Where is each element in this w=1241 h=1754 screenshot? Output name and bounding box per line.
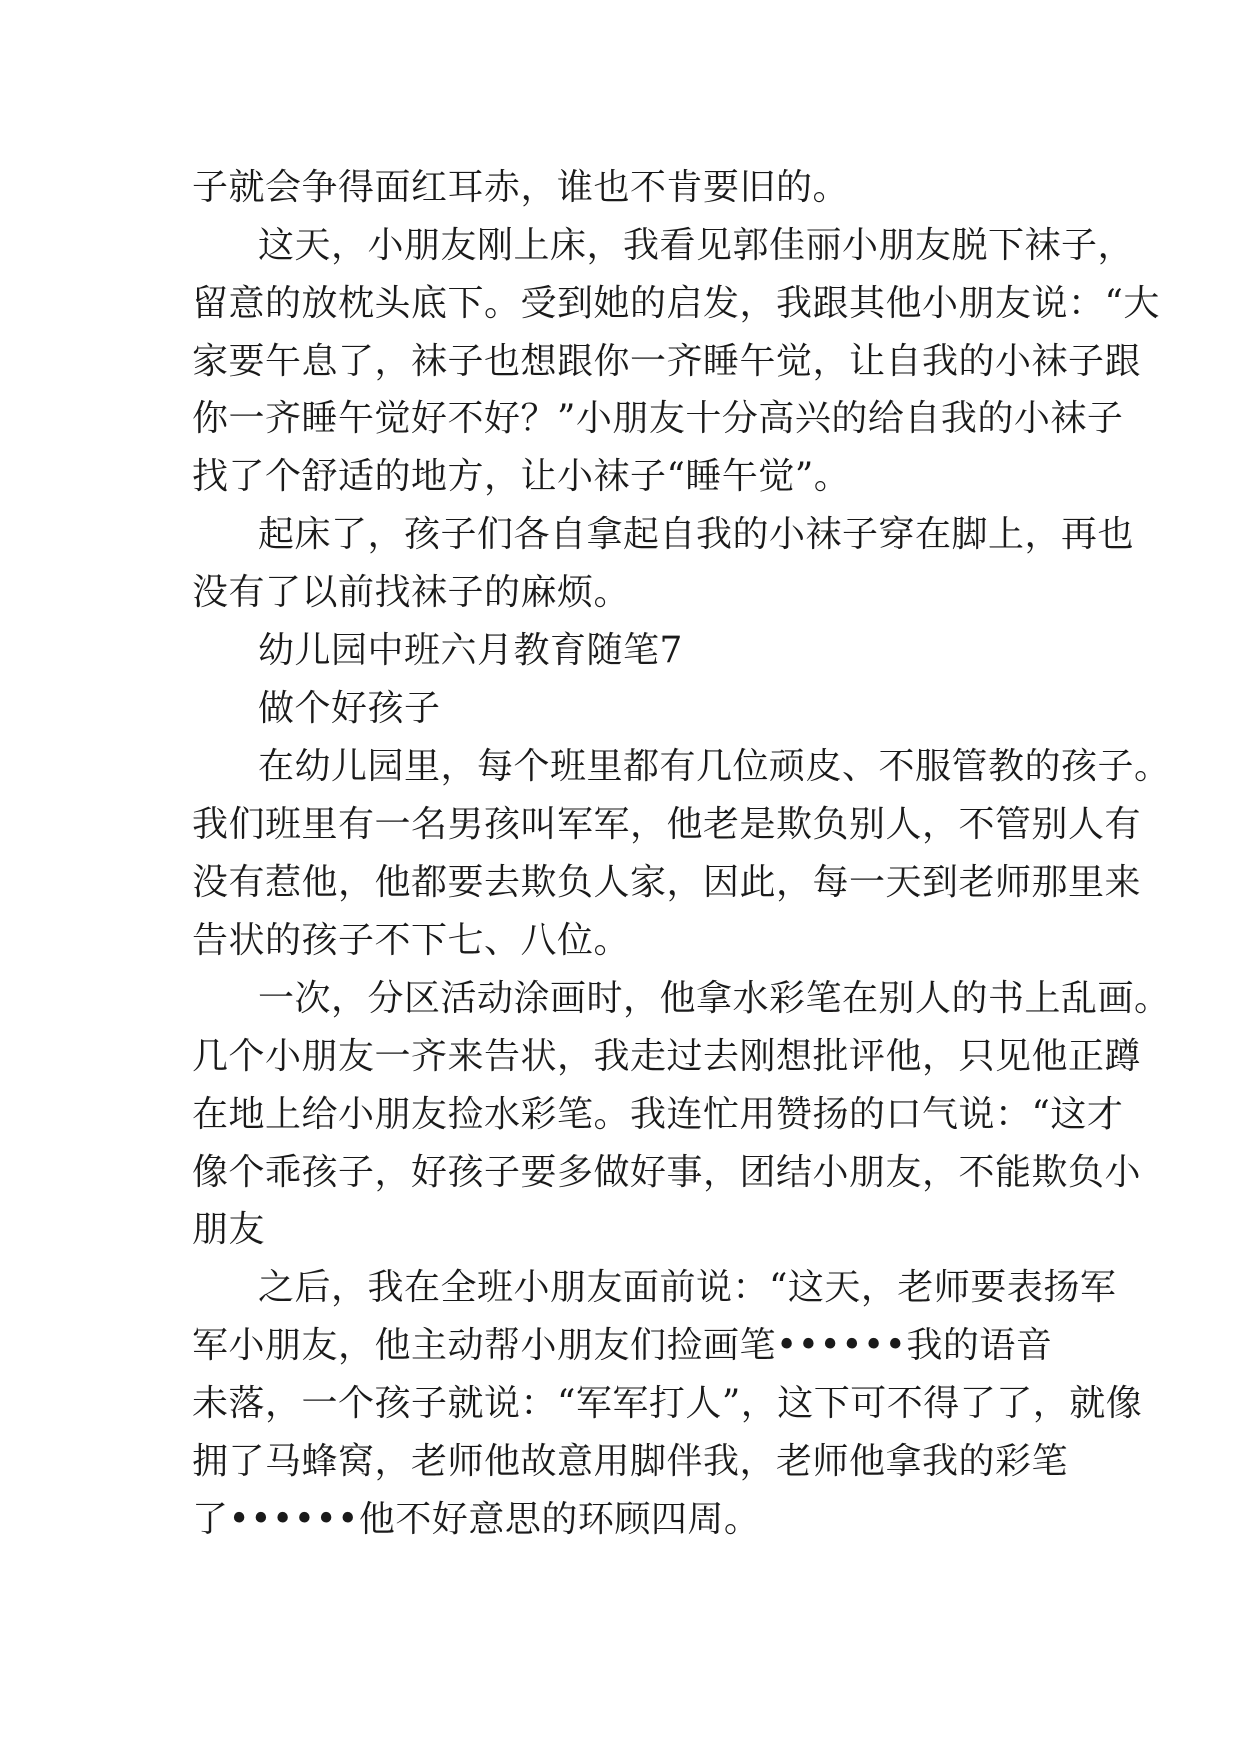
- section-heading: 幼儿园中班六月教育随笔7: [258, 630, 683, 671]
- text-line: 子就会争得面红耳赤，谁也不肯要旧的。: [192, 167, 850, 208]
- text-line: 我们班里有一名男孩叫军军，他老是欺负别人，不管别人有: [192, 804, 1142, 845]
- text-line: 朋友: [192, 1209, 266, 1250]
- text-line: 你一齐睡午觉好不好？”小朋友十分高兴的给自我的小袜子: [192, 398, 1124, 439]
- text-line: 了••••••他不好意思的环顾四周。: [192, 1499, 761, 1540]
- text-line: 像个乖孩子，好孩子要多做好事，团结小朋友，不能欺负小: [192, 1152, 1142, 1193]
- text-line: 告状的孩子不下七、八位。: [192, 920, 631, 961]
- text-line: 军小朋友，他主动帮小朋友们捡画笔••••••我的语音: [192, 1325, 1053, 1366]
- text-line: 未落，一个孩子就说：“军军打人”，这下可不得了了，就像: [192, 1383, 1143, 1424]
- text-line: 之后，我在全班小朋友面前说：“这天，老师要表扬军: [258, 1267, 1117, 1308]
- text-line: 几个小朋友一齐来告状，我走过去刚想批评他，只见他正蹲: [192, 1036, 1142, 1077]
- text-line: 在地上给小朋友捡水彩笔。我连忙用赞扬的口气说：“这才: [192, 1094, 1124, 1135]
- section-subtitle: 做个好孩子: [258, 688, 441, 729]
- text-line: 家要午息了，袜子也想跟你一齐睡午觉，让自我的小袜子跟: [192, 341, 1142, 382]
- text-line: 拥了马蜂窝，老师他故意用脚伴我，老师他拿我的彩笔: [192, 1441, 1069, 1482]
- text-line: 留意的放枕头底下。受到她的启发，我跟其他小朋友说：“大: [192, 283, 1160, 324]
- text-line: 一次，分区活动涂画时，他拿水彩笔在别人的书上乱画。: [258, 978, 1171, 1019]
- text-line: 在幼儿园里，每个班里都有几位顽皮、不服管教的孩子。: [258, 746, 1171, 787]
- text-line: 这天，小朋友刚上床，我看见郭佳丽小朋友脱下袜子，: [258, 225, 1135, 266]
- text-line: 没有惹他，他都要去欺负人家，因此，每一天到老师那里来: [192, 862, 1142, 903]
- text-line: 找了个舒适的地方，让小袜子“睡午觉”。: [192, 456, 851, 497]
- text-line: 起床了，孩子们各自拿起自我的小袜子穿在脚上，再也: [258, 514, 1135, 555]
- text-line: 没有了以前找袜子的麻烦。: [192, 572, 631, 613]
